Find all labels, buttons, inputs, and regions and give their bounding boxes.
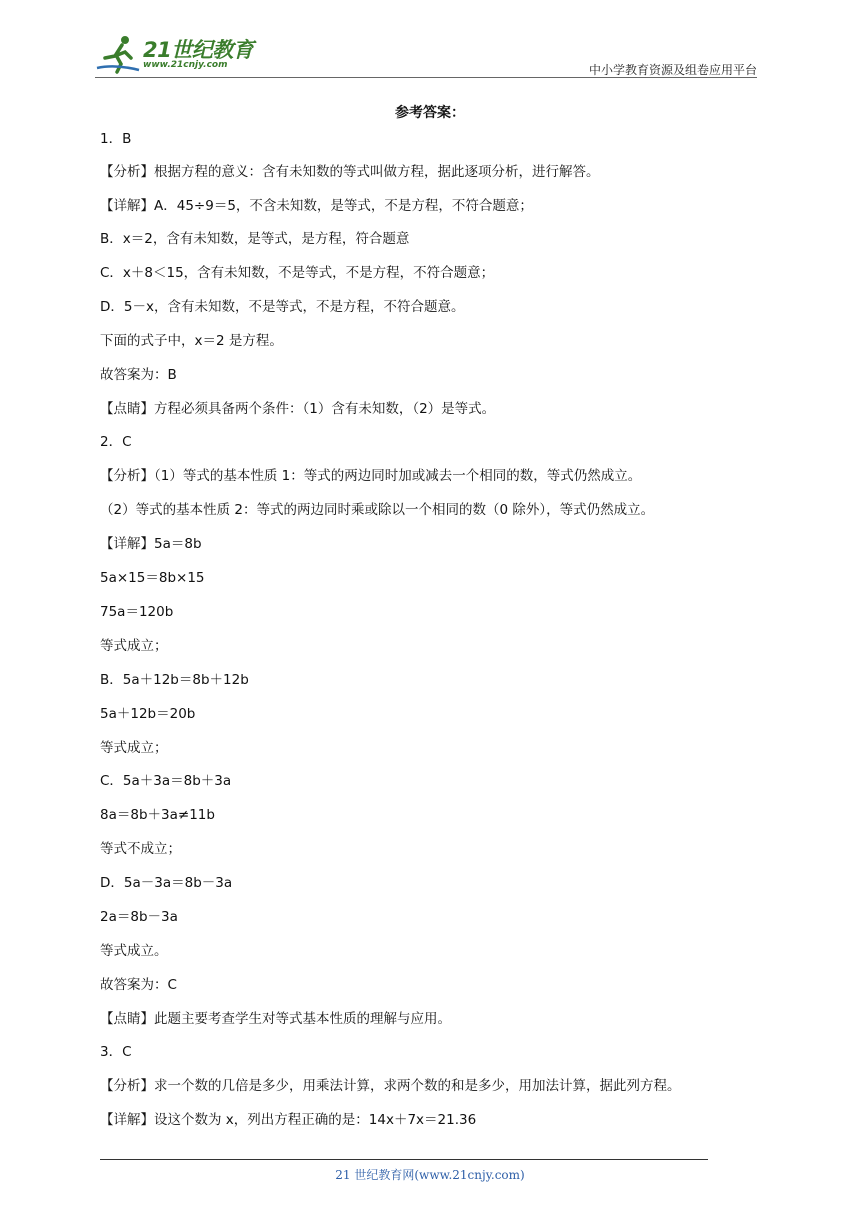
answer-line: 等式成立； <box>100 638 168 654</box>
answer-line: 5a×15＝8b×15 <box>100 570 205 586</box>
header-divider <box>95 77 757 78</box>
answer-line: 5a＋12b＝20b <box>100 706 196 722</box>
answer-line: 1．B <box>100 131 132 147</box>
site-logo <box>95 34 265 74</box>
answer-line: 【分析】根据方程的意义：含有未知数的等式叫做方程，据此逐项分析，进行解答。 <box>100 164 600 180</box>
logo-url: www.21cnjy.com <box>143 60 228 70</box>
answer-line: 等式成立。 <box>100 943 168 959</box>
answer-line: 【分析】求一个数的几倍是多少，用乘法计算，求两个数的和是多少，用加法计算，据此列方程。 <box>100 1078 681 1094</box>
answer-line: 故答案为：B <box>100 367 177 383</box>
runner-icon <box>95 34 141 74</box>
answer-line: 2a＝8b－3a <box>100 909 178 925</box>
answer-line: （2）等式的基本性质 2：等式的两边同时乘或除以一个相同的数（0 除外），等式仍然成立。 <box>100 502 655 518</box>
answer-line: 【详解】A．45÷9＝5，不含未知数，是等式，不是方程，不符合题意； <box>100 198 533 214</box>
page-footer[interactable]: 21 世纪教育网(www.21cnjy.com) <box>335 1168 525 1182</box>
logo-text: 21世纪教育 <box>143 38 254 62</box>
answer-line: D．5－x，含有未知数，不是等式，不是方程，不符合题意。 <box>100 299 465 315</box>
answer-line: 75a＝120b <box>100 604 174 620</box>
answer-line: 等式成立； <box>100 740 168 756</box>
answer-line: 下面的式子中，x＝2 是方程。 <box>100 333 283 349</box>
answer-line: 【详解】5a＝8b <box>100 536 202 552</box>
answer-line: B．x＝2，含有未知数，是等式，是方程，符合题意 <box>100 231 410 247</box>
page-title: 参考答案： <box>395 105 465 121</box>
answer-line: 等式不成立； <box>100 841 181 857</box>
answer-line: C．x＋8＜15，含有未知数，不是等式，不是方程，不符合题意； <box>100 265 495 281</box>
page-header <box>95 30 757 78</box>
answer-line: 【详解】设这个数为 x，列出方程正确的是：14x＋7x＝21.36 <box>100 1112 477 1128</box>
answer-line: 3．C <box>100 1044 132 1060</box>
answer-line: B．5a＋12b＝8b＋12b <box>100 672 249 688</box>
answer-line: 8a＝8b＋3a≠11b <box>100 807 215 823</box>
answer-line: 【分析】（1）等式的基本性质 1：等式的两边同时加或减去一个相同的数，等式仍然成立。 <box>100 468 642 484</box>
answer-line: D．5a－3a＝8b－3a <box>100 875 233 891</box>
header-slogan: 中小学教育资源及组卷应用平台 <box>588 63 757 77</box>
answer-line: 故答案为：C <box>100 977 177 993</box>
footer-divider <box>100 1159 708 1160</box>
answer-line: 【点睛】此题主要考查学生对等式基本性质的理解与应用。 <box>100 1011 451 1027</box>
answer-line: 2．C <box>100 434 132 450</box>
answer-line: C．5a＋3a＝8b＋3a <box>100 773 232 789</box>
answer-line: 【点睛】方程必须具备两个条件：（1）含有未知数，（2）是等式。 <box>100 401 496 417</box>
